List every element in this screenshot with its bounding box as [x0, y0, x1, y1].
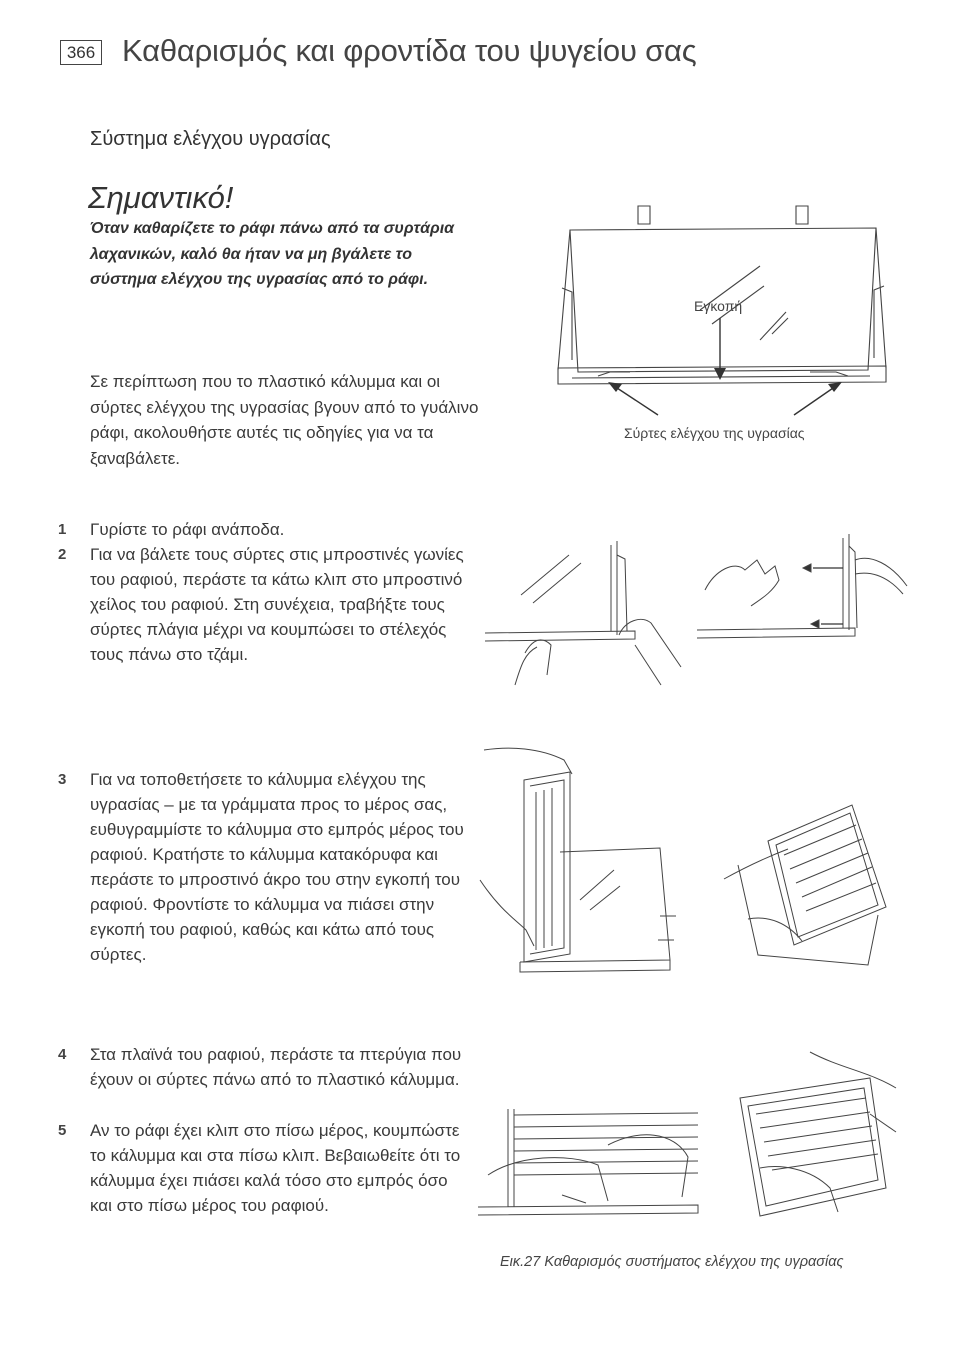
flaps-illustration — [478, 1105, 700, 1225]
step-text: Γυρίστε το ράφι ανάποδα. — [90, 520, 285, 539]
slider-arrows — [604, 378, 844, 420]
cover-vertical-illustration — [480, 740, 690, 975]
step-text: Αν το ράφι έχει κλιπ στο πίσω μέρος, κουμπώστε το κάλυμμα και στα πίσω κλιπ. Βεβαιωθείτε ότι το κάλυμμα έχει πιάσει καλά τόσο στο εμπρός όσο και στο πίσω μέρος του ραφιού. — [90, 1121, 461, 1215]
notch-label: Εγκοπή — [694, 298, 743, 314]
slider-insert-illustration-left — [485, 535, 685, 685]
notch-arrow — [712, 318, 728, 382]
intro-paragraph: Σε περίπτωση που το πλαστικό κάλυμμα και οι σύρτες ελέγχου της υγρασίας βγουν από το γυάλινο ράφι, ακολουθήστε αυτές τις οδηγίες για να τα ξαναβάλετε. — [90, 372, 479, 468]
sliders-label: Σύρτες ελέγχου της υγρασίας — [624, 425, 805, 441]
step-number: 2 — [58, 546, 67, 563]
step-number: 5 — [58, 1122, 67, 1139]
slider-insert-illustration-right — [695, 530, 910, 680]
step-number: 1 — [58, 521, 67, 538]
step-number: 4 — [58, 1046, 67, 1063]
step-number: 3 — [58, 771, 67, 788]
step-text: Για να τοποθετήσετε το κάλυμμα ελέγχου της υγρασίας – με τα γράμματα προς το μέρος σας, ευθυγραμμίστε το κάλυμμα στο εμπρός μέρος του ραφιού. Κρατήστε το κάλυμμα κατακόρυφα και περάστε το μπροστινό άκρο του στην εγκοπή του ραφιού. Φροντίστε το κάλυμμα να πιάσει στην εγκοπή του ραφιού, καθώς και κάτω από τους σύρτες. — [90, 770, 464, 964]
important-text: Όταν καθαρίζετε το ράφι πάνω από τα συρτάρια λαχανικών, καλό θα ήταν να μη βγάλετε το σύστημα ελέγχου της υγρασίας από το ράφι. — [90, 220, 455, 288]
cover-place-illustration — [718, 795, 893, 970]
page-title: Καθαρισμός και φροντίδα του ψυγείου σας — [122, 33, 697, 68]
page-number: 366 — [60, 40, 102, 65]
section-heading: Σύστημα ελέγχου υγρασίας — [90, 128, 331, 150]
rear-clips-illustration — [720, 1048, 900, 1224]
step-text: Στα πλαϊνά του ραφιού, περάστε τα πτερύγια που έχουν οι σύρτες πάνω από το πλαστικό κάλυμμα. — [90, 1045, 462, 1089]
important-title: Σημαντικό! — [88, 180, 234, 215]
figure-caption: Εικ.27 Καθαρισμός συστήματος ελέγχου της υγρασίας — [500, 1254, 844, 1270]
step-text: Για να βάλετε τους σύρτες στις μπροστινές γωνίες του ραφιού, περάστε τα κάτω κλιπ στο μπροστινό χείλος του ραφιού. Στη συνέχεια, τραβήξτε τους σύρτες πλάγια μέχρι να κουμπώσει το στέλεχός τους πάνω στο τζάμι. — [90, 545, 464, 664]
